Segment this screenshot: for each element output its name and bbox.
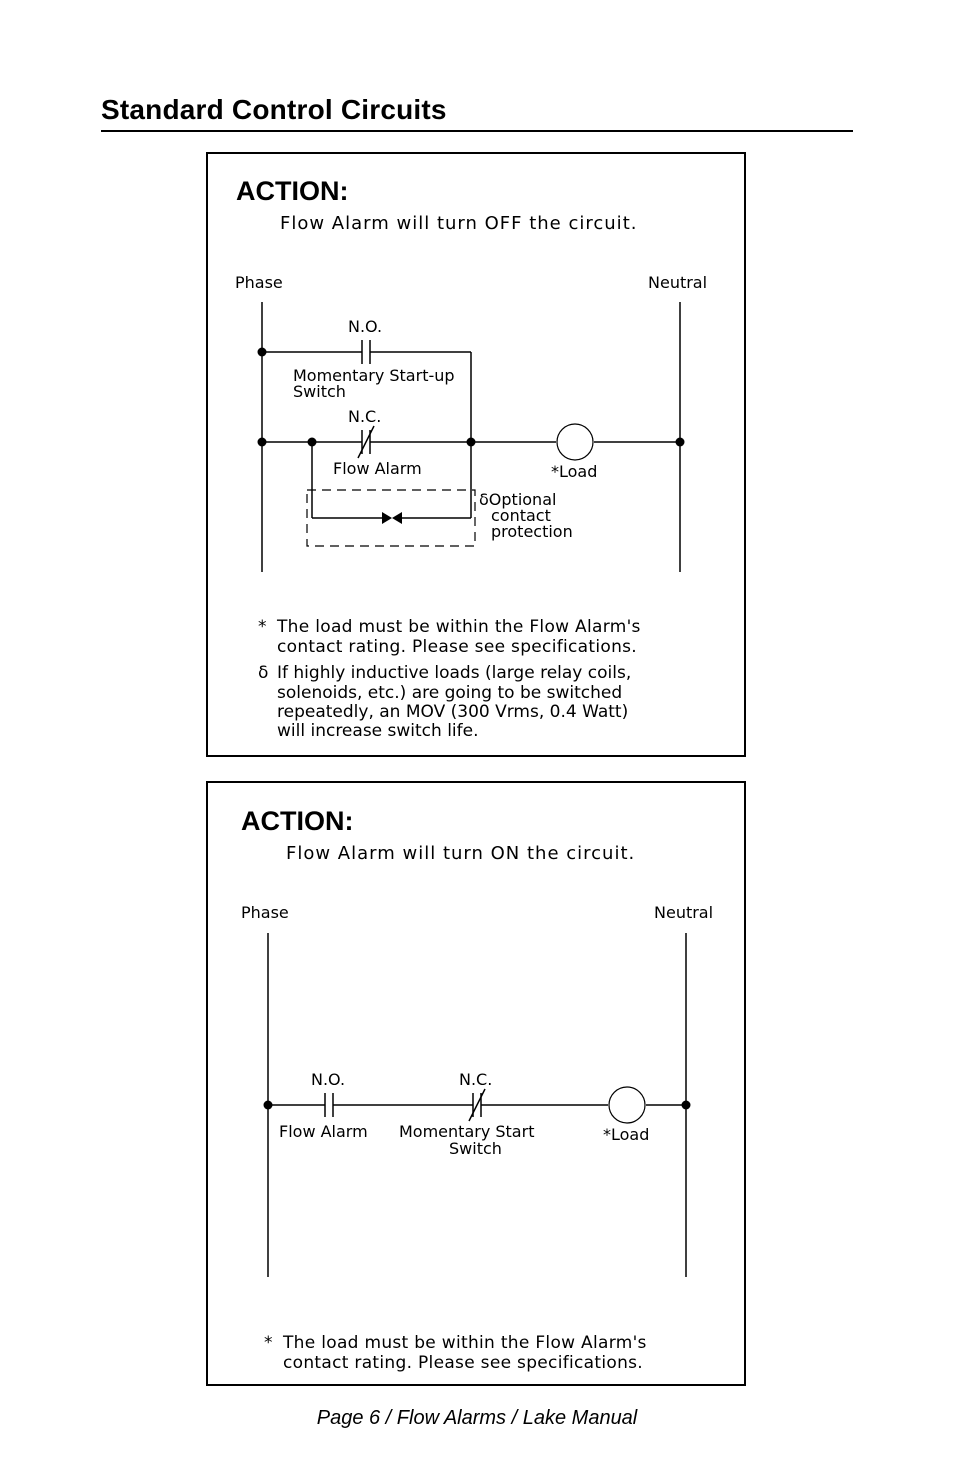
start-switch-label: Momentary Start-up xyxy=(293,366,455,385)
diagram-flow-alarm-off xyxy=(206,152,746,757)
page-footer: Page 6 / Flow Alarms / Lake Manual xyxy=(316,1407,638,1429)
junction-dot xyxy=(676,438,685,447)
junction-dot xyxy=(264,1101,273,1110)
circuit-diagram-on xyxy=(208,783,748,1388)
flow-alarm-label: Flow Alarm xyxy=(279,1122,368,1141)
action-label: ACTION: xyxy=(241,806,354,836)
page-heading: Standard Control Circuits xyxy=(101,92,853,132)
load-coil xyxy=(557,424,593,460)
note-text: The load must be within the Flow Alarm's xyxy=(277,617,641,637)
diagram-flow-alarm-on xyxy=(206,781,746,1386)
start-switch-label: Switch xyxy=(293,382,346,401)
action-text: Flow Alarm will turn OFF the circuit. xyxy=(280,213,638,234)
mov-symbol xyxy=(382,512,392,524)
note-text: The load must be within the Flow Alarm's xyxy=(283,1333,647,1353)
optional-label: contact xyxy=(491,506,551,525)
action-label: ACTION: xyxy=(236,176,349,206)
start-switch-label: Switch xyxy=(449,1139,502,1158)
junction-dot xyxy=(682,1101,691,1110)
load-label: *Load xyxy=(551,462,598,481)
phase-label: Phase xyxy=(235,273,283,292)
note-text: If highly inductive loads (large relay coils, xyxy=(277,663,632,683)
note-text: solenoids, etc.) are going to be switched xyxy=(277,683,623,703)
note-text: repeatedly, an MOV (300 Vrms, 0.4 Watt) xyxy=(277,702,629,722)
neutral-label: Neutral xyxy=(648,273,708,292)
load-coil xyxy=(609,1087,645,1123)
note-mark: δ xyxy=(258,663,269,683)
mov-symbol xyxy=(392,512,402,524)
note-text: will increase switch life. xyxy=(277,721,479,741)
phase-label: Phase xyxy=(241,903,289,922)
load-label: *Load xyxy=(603,1125,650,1144)
note-mark: * xyxy=(258,617,267,637)
no-label: N.O. xyxy=(348,317,383,336)
flow-alarm-label: Flow Alarm xyxy=(333,459,422,478)
optional-label: δOptional xyxy=(479,490,557,509)
neutral-label: Neutral xyxy=(654,903,714,922)
junction-dot xyxy=(258,348,267,357)
start-switch-label: Momentary Start xyxy=(399,1122,535,1141)
no-label: N.O. xyxy=(311,1070,346,1089)
circuit-diagram-off xyxy=(208,154,748,759)
nc-label: N.C. xyxy=(459,1070,493,1089)
note-mark: * xyxy=(264,1333,273,1353)
junction-dot xyxy=(258,438,267,447)
optional-label: protection xyxy=(491,522,573,541)
note-text: contact rating. Please see specifications. xyxy=(283,1353,644,1373)
note-text: contact rating. Please see specifications. xyxy=(277,637,638,657)
action-text: Flow Alarm will turn ON the circuit. xyxy=(286,843,636,864)
nc-label: N.C. xyxy=(348,407,382,426)
